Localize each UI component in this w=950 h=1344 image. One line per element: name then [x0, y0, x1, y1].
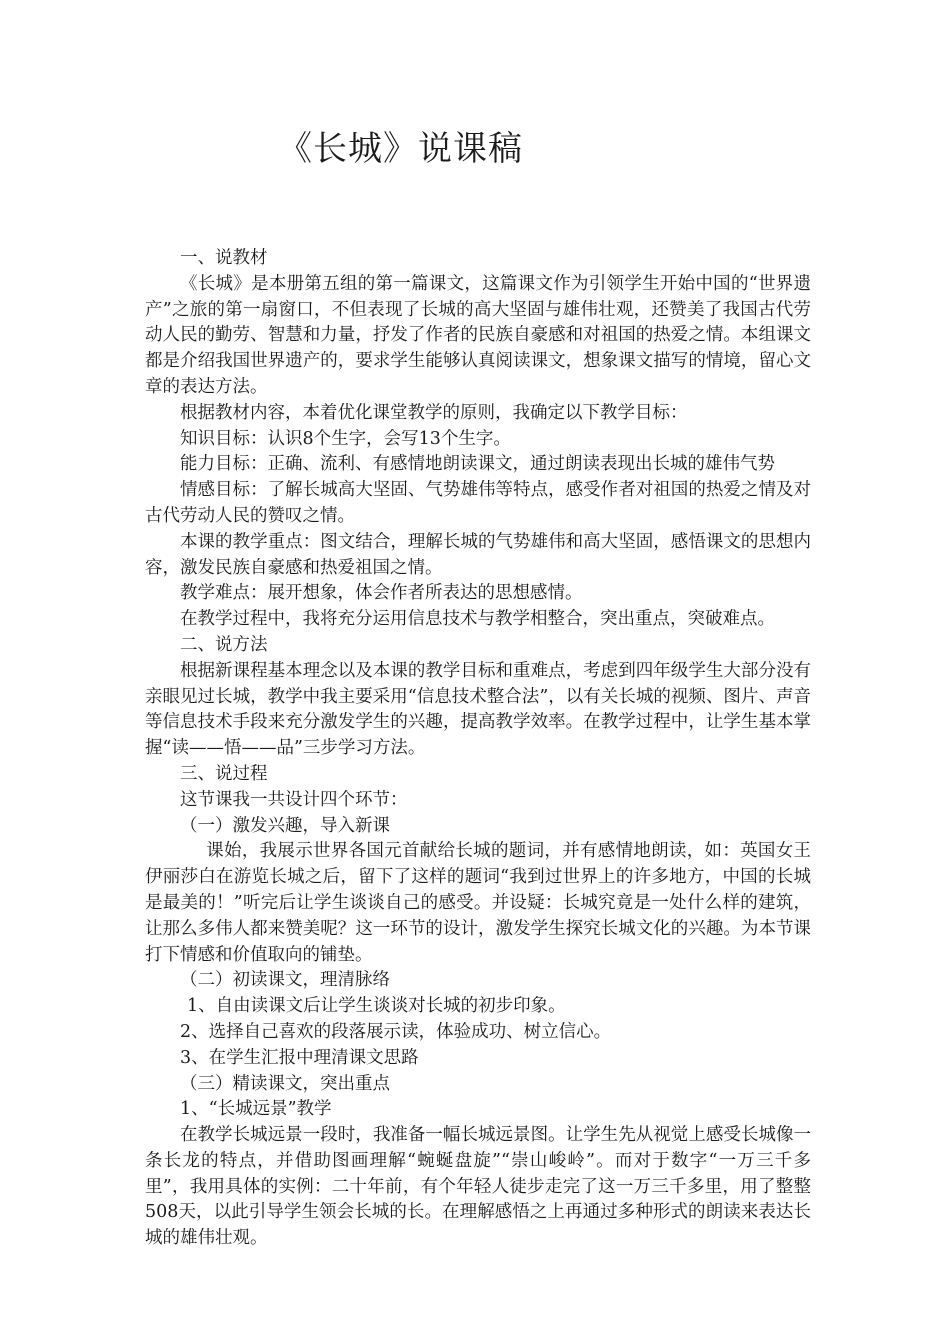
paragraph: 在教学过程中，我将充分运用信息技术与教学相整合，突出重点，突破难点。: [180, 609, 775, 630]
paragraph: 这节课我一共设计四个环节：: [180, 789, 408, 810]
paragraph: 根据教材内容，本着优化课堂教学的原则，我确定以下教学目标：: [180, 402, 688, 423]
subsection-heading: （三）精读课文，突出重点: [180, 1073, 390, 1094]
paragraph: 课始，我展示世界各国元首献给长城的题词，并有感情地朗读，如：英国女王伊丽莎白在游览长城之后，留下了这样的题词“我到过世界上的许多地方，中国的长城是最美的！”听完后让学生谈谈自己的感受。并设疑：长城究竟是一处什么样的建筑，让那么多伟人都来赞美呢？这一环节的设计，激发学生探究长城文化的兴趣。为本节课打下情感和价值取向的铺垫。: [145, 841, 811, 965]
paragraph: 教学难点：展开想象，体会作者所表达的思想感情。: [180, 583, 583, 604]
list-item: 1、“长城远景”教学: [180, 1099, 332, 1120]
paragraph: 能力目标：正确、流利、有感情地朗读课文，通过朗读表现出长城的雄伟气势: [180, 454, 775, 475]
section-heading: 一、说教材: [180, 248, 268, 268]
paragraph: 本课的教学重点：图文结合，理解长城的气势雄伟和高大坚固，感悟课文的思想内容，激发民族自豪感和热爱祖国之情。: [145, 531, 811, 578]
section-heading: 二、说方法: [180, 634, 268, 655]
paragraph: 《长城》是本册第五组的第一篇课文，这篇课文作为引领学生开始中国的“世界遗产”之旅的第一扇窗口，不但表现了长城的高大坚固与雄伟壮观，还赞美了我国古代劳动人民的勤劳、智慧和力量，抒发了作者的民族自豪感和对祖国的热爱之情。本组课文都是介绍我国世界遗产的，要求学生能够认真阅读课文，想象课文描写的情境，留心文章的表达方法。: [145, 273, 811, 397]
paragraph: 在教学长城远景一段时，我准备一幅长城远景图。让学生先从视觉上感受长城像一条长龙的特点，并借助图画理解“蜿蜒盘旋”“崇山峻岭”。而对于数字“一万三千多里”，我用具体的实例：二十年前，有个年轻人徒步走完了这一万三千多里，用了整整508天，以此引导学生领会长城的长。在理解感悟之上再通过多种形式的朗读来表达长城的雄伟壮观。: [145, 1125, 811, 1249]
section-heading: 三、说过程: [180, 763, 268, 784]
document-body: [145, 246, 811, 1252]
list-item: 3、在学生汇报中理清课文思路: [180, 1047, 419, 1068]
list-item: 1、自由读课文后让学生谈谈对长城的初步印象。: [187, 996, 566, 1017]
document-title: 《长城》说课稿: [278, 129, 523, 169]
subsection-heading: （一）激发兴趣，导入新课: [180, 815, 390, 836]
paragraph: 情感目标：了解长城高大坚固、气势雄伟等特点，感受作者对祖国的热爱之情及对古代劳动人民的赞叹之情。: [145, 480, 811, 526]
subsection-heading: （二）初读课文，理清脉络: [180, 970, 390, 991]
paragraph: 知识目标：认识8个生字，会写13个生字。: [180, 428, 511, 449]
paragraph: 根据新课程基本理念以及本课的教学目标和重难点，考虑到四年级学生大部分没有亲眼见过长城，教学中我主要采用“信息技术整合法”，以有关长城的视频、图片、声音等信息技术手段来充分激发学生的兴趣，提高教学效率。在教学过程中，让学生基本掌握“读——悟——品”三步学习方法。: [145, 660, 811, 759]
list-item: 2、选择自己喜欢的段落展示读，体验成功、树立信心。: [180, 1021, 612, 1042]
